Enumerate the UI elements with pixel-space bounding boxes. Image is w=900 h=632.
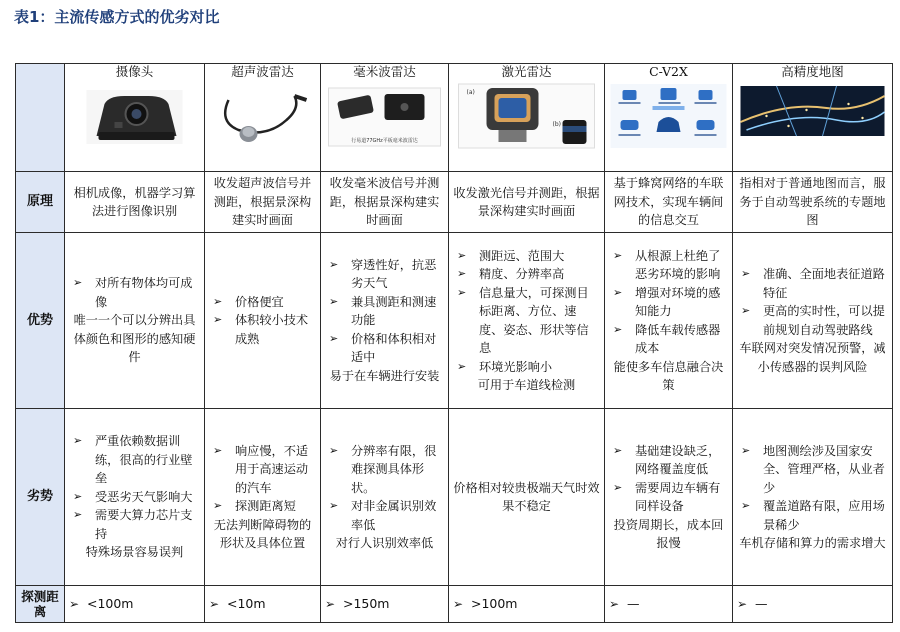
cell-note: 投资周期长，成本回报慢 xyxy=(613,517,724,550)
mmwave-image-caption: 行易道77GHz平板毫米波雷达 xyxy=(351,138,418,144)
bullet-text: 价格和体积相对适中 xyxy=(351,331,437,365)
bullet-arrow: ➢ xyxy=(325,596,336,611)
cell-note: 能使多车信息融合决策 xyxy=(613,359,724,392)
bullet-text: 严重依赖数据训练，很高的行业壁垒 xyxy=(95,434,193,486)
bullet-arrow: ➢ xyxy=(741,267,751,280)
bullet-text: 价格便宜 xyxy=(235,294,284,309)
range-hdmap xyxy=(733,586,893,623)
row-label-advantages: 优势 xyxy=(16,233,65,409)
bullet-text: 降低车载传感器成本 xyxy=(635,322,721,355)
bullet-arrow: ➢ xyxy=(329,443,339,457)
bullet-arrow: ➢ xyxy=(329,294,339,308)
bullet-arrow: ➢ xyxy=(613,443,623,457)
bullet-arrow: ➢ xyxy=(453,596,464,611)
bullet-list xyxy=(209,442,316,516)
column-title: 摄像头 xyxy=(115,64,154,79)
range-mmwave xyxy=(321,586,449,623)
range-value: — xyxy=(754,595,768,611)
principle-hdmap: 指相对于普通地图而言，服务于自动驾驶系统的专题地图 xyxy=(733,172,893,233)
bullet-arrow: ➢ xyxy=(457,248,467,262)
bullet-item xyxy=(609,321,728,358)
bullet-arrow: ➢ xyxy=(213,499,223,512)
column-title: C-V2X xyxy=(649,64,688,79)
column-title: 高精度地图 xyxy=(781,64,844,79)
row-label-disadvantages: 劣势 xyxy=(16,409,65,586)
bullet-list xyxy=(609,247,728,358)
range-ultrasonic xyxy=(205,586,321,623)
bullet-text: 准确、全面地表征道路特征 xyxy=(763,267,885,300)
bullet-arrow: ➢ xyxy=(73,434,83,448)
bullet-text: 信息量大，可探测目标距离、方位、速度、姿态、形状等信息 xyxy=(479,285,589,355)
bullet-item xyxy=(325,256,444,293)
cv2x-diagram xyxy=(607,82,730,150)
range-value: >150m xyxy=(342,595,390,611)
bullet-item xyxy=(325,293,444,330)
cell-note: 车机存储和算力的需求增大 xyxy=(739,536,886,550)
bullet-text: 覆盖道路有限，应用场景稀少 xyxy=(763,499,885,532)
row-advantages xyxy=(16,233,893,409)
bullet-item xyxy=(209,293,316,312)
bullet-list xyxy=(737,442,888,535)
column-header-lidar xyxy=(449,64,605,172)
column-header-mmwave xyxy=(321,64,449,172)
hd-map-image xyxy=(735,82,890,150)
bullet-item xyxy=(69,274,200,311)
bullet-text: 基础建设缺乏，网络覆盖度低 xyxy=(635,443,721,476)
header-row xyxy=(16,64,893,172)
bullet-arrow: ➢ xyxy=(741,499,751,512)
bullet-text: 测距远、范围大 xyxy=(479,248,565,263)
bullet-list xyxy=(453,247,600,377)
bullet-text: 对非金属识别效率低 xyxy=(351,499,437,532)
bullet-item xyxy=(69,506,200,543)
row-disadvantages xyxy=(16,409,893,586)
bullet-arrow: ➢ xyxy=(613,480,623,494)
bullet-item xyxy=(209,442,316,498)
page-title: 表1：主流传感方式的优劣对比 xyxy=(14,8,220,26)
bullet-item xyxy=(609,284,728,321)
bullet-arrow: ➢ xyxy=(741,304,751,317)
bullet-arrow: ➢ xyxy=(329,257,339,271)
column-title: 毫米波雷达 xyxy=(353,64,416,79)
advantages-lidar xyxy=(449,233,605,409)
bullet-item xyxy=(453,265,600,284)
advantages-camera xyxy=(65,233,205,409)
bullet-text: 需要周边车辆有同样设备 xyxy=(635,480,721,513)
bullet-arrow: ➢ xyxy=(69,596,80,611)
principle-cv2x: 基于蜂窝网络的车联网技术，实现车辆间的信息交互 xyxy=(605,172,733,233)
cell-note: 无法判断障碍物的形状及具体位置 xyxy=(213,517,312,550)
column-header-ultrasonic xyxy=(205,64,321,172)
disadvantages-camera xyxy=(65,409,205,586)
bullet-arrow: ➢ xyxy=(613,248,623,262)
bullet-item xyxy=(609,479,728,516)
bullet-text: 对所有物体均可成像 xyxy=(95,276,193,309)
bullet-arrow: ➢ xyxy=(457,267,467,280)
bullet-text: 精度、分辨率高 xyxy=(479,267,565,281)
bullet-arrow: ➢ xyxy=(609,596,620,611)
mmwave-radar-photo xyxy=(323,82,446,150)
cell-note: 易于在车辆进行安装 xyxy=(329,368,440,383)
row-principle xyxy=(16,172,893,233)
bullet-arrow: ➢ xyxy=(741,443,751,457)
row-label-principle: 原理 xyxy=(16,172,65,233)
cell-note: 对行人识别效率低 xyxy=(335,536,434,550)
column-title: 超声波雷达 xyxy=(231,64,294,79)
bullet-arrow: ➢ xyxy=(213,294,223,308)
ultrasonic-sensor-photo xyxy=(207,82,318,150)
bullet-text: 受恶劣天气影响大 xyxy=(95,489,193,504)
bullet-list xyxy=(325,442,444,535)
row-label-range: 探测距离 xyxy=(16,586,65,623)
principle-camera: 相机成像，机器学习算法进行图像识别 xyxy=(65,172,205,233)
bullet-text: 体积较小技术成熟 xyxy=(235,313,309,346)
bullet-item xyxy=(209,497,316,516)
column-header-cv2x xyxy=(605,64,733,172)
column-header-camera xyxy=(65,64,205,172)
bullet-text: 从根源上杜绝了恶劣环境的影响 xyxy=(635,248,721,281)
principle-lidar: 收发激光信号并测距，根据景深构建实时画面 xyxy=(449,172,605,233)
bullet-arrow: ➢ xyxy=(613,322,623,336)
bullet-arrow: ➢ xyxy=(213,443,223,457)
bullet-item xyxy=(737,265,888,302)
bullet-item xyxy=(737,302,888,339)
bullet-item xyxy=(69,488,200,507)
disadvantages-mmwave xyxy=(321,409,449,586)
range-cv2x xyxy=(605,586,733,623)
range-value: <100m xyxy=(86,595,134,611)
disadvantages-cv2x xyxy=(605,409,733,586)
lidar-photo xyxy=(451,82,602,150)
bullet-list xyxy=(69,274,200,311)
range-value: — xyxy=(626,595,640,611)
bullet-arrow: ➢ xyxy=(73,489,83,503)
cell-note: 唯一一个可以分辨出具体颜色和图形的感知硬件 xyxy=(73,313,196,365)
bullet-text: 穿透性好，抗恶劣天气 xyxy=(351,257,437,291)
bullet-text: 兼具测距和测速功能 xyxy=(351,294,437,328)
range-value: >100m xyxy=(470,595,518,611)
advantages-cv2x xyxy=(605,233,733,409)
row-range xyxy=(16,586,893,623)
bullet-item xyxy=(453,358,600,377)
bullet-text: 环境光影响小 xyxy=(479,359,553,374)
cell-note: 价格相对较贵极端天气时效果不稳定 xyxy=(453,480,600,513)
bullet-list xyxy=(609,442,728,516)
column-header-hdmap xyxy=(733,64,893,172)
bullet-item xyxy=(325,330,444,367)
bullet-item xyxy=(737,497,888,534)
range-value: <10m xyxy=(226,595,266,611)
disadvantages-lidar xyxy=(449,409,605,586)
bullet-arrow: ➢ xyxy=(213,313,223,327)
range-camera xyxy=(65,586,205,623)
bullet-arrow: ➢ xyxy=(209,596,220,611)
lidar-label-a: (a) xyxy=(466,89,475,96)
bullet-arrow: ➢ xyxy=(457,359,467,373)
cell-note: 特殊场景容易误判 xyxy=(85,545,184,560)
column-title: 激光雷达 xyxy=(501,64,552,79)
comparison-table xyxy=(15,63,893,623)
disadvantages-ultrasonic xyxy=(205,409,321,586)
bullet-arrow: ➢ xyxy=(73,508,83,522)
bullet-arrow: ➢ xyxy=(613,285,623,299)
disadvantages-hdmap xyxy=(733,409,893,586)
bullet-text: 探测距离短 xyxy=(235,499,296,513)
bullet-item xyxy=(69,432,200,488)
range-lidar xyxy=(449,586,605,623)
bullet-list xyxy=(69,432,200,543)
bullet-item xyxy=(609,442,728,479)
advantages-ultrasonic xyxy=(205,233,321,409)
bullet-list xyxy=(737,265,888,339)
bullet-item xyxy=(737,442,888,498)
bullet-arrow: ➢ xyxy=(329,331,339,345)
bullet-arrow: ➢ xyxy=(457,285,467,299)
advantages-mmwave xyxy=(321,233,449,409)
cell-note: 车联网对突发情况预警，减小传感器的误判风险 xyxy=(739,341,886,374)
bullet-item xyxy=(609,247,728,284)
lidar-label-b: (b) xyxy=(552,121,561,128)
bullet-item xyxy=(209,311,316,348)
bullet-text: 分辨率有限，很难探测具体形状。 xyxy=(351,443,437,495)
bullet-item xyxy=(325,497,444,534)
bullet-list xyxy=(209,293,316,349)
bullet-text: 响应慢，不适用于高速运动的汽车 xyxy=(235,443,309,495)
bullet-arrow: ➢ xyxy=(73,276,83,290)
bullet-list xyxy=(325,256,444,367)
bullet-item xyxy=(453,247,600,266)
camera-photo xyxy=(67,82,202,150)
bullet-text: 增强对环境的感知能力 xyxy=(635,285,721,318)
bullet-arrow: ➢ xyxy=(329,499,339,512)
bullet-text: 地图测绘涉及国家安全、管理严格，从业者少 xyxy=(763,443,885,495)
advantages-hdmap xyxy=(733,233,893,409)
bullet-item xyxy=(325,442,444,498)
principle-ultrasonic: 收发超声波信号并测距，根据景深构建实时画面 xyxy=(205,172,321,233)
bullet-item xyxy=(453,284,600,358)
bullet-text: 更高的实时性，可以提前规划自动驾驶路线 xyxy=(763,304,885,337)
bullet-text: 需要大算力芯片支持 xyxy=(95,508,193,541)
bullet-arrow: ➢ xyxy=(737,596,748,611)
principle-mmwave: 收发毫米波信号并测距，根据景深构建实时画面 xyxy=(321,172,449,233)
cell-note: 可用于车道线检测 xyxy=(477,378,576,392)
corner-cell xyxy=(16,64,65,172)
